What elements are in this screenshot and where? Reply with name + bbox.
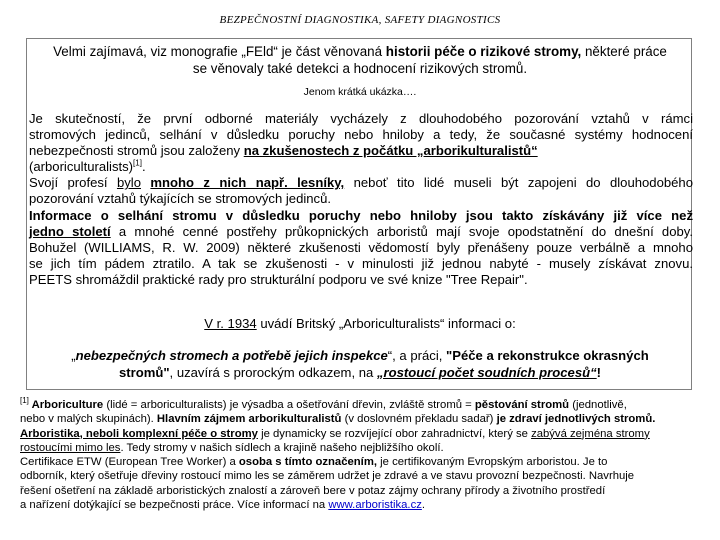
footnote-line (20, 455, 692, 469)
footnote-emphasis: osoba s tímto označením, (238, 456, 378, 469)
main-underline: bylo (116, 175, 141, 191)
arboristika-link[interactable]: www.arboristika.cz (328, 499, 422, 512)
footnote-text: . (421, 499, 426, 512)
main-line (29, 175, 693, 191)
short-sample-note: Jenom krátká ukázka…. (303, 86, 417, 98)
main-line (29, 224, 693, 240)
footnote-marker[interactable]: [1] (20, 396, 29, 406)
quote-text: , uzavírá s prorockým odkazem, na (169, 364, 377, 380)
intro-line: se věnovaly také detekci a hodnocení rizikových stromů. (192, 61, 528, 76)
footnote-underline: rostoucími mimo les (20, 441, 121, 454)
main-line: PEETS shromáždil praktické rady pro strukturální podporu ve své knize "Tree Repair". (29, 271, 528, 287)
footnote-emphasis: je zdraví jednotlivých stromů. (496, 413, 656, 426)
footnote-line (20, 412, 692, 426)
intro-text: některé práce (581, 44, 667, 59)
quote-text: „ (71, 348, 76, 363)
quote-emphasis: „rostoucí počet soudních procesů“ (376, 364, 597, 380)
footnote-emphasis: Arboriculture (28, 399, 104, 411)
footnote-reference[interactable]: [1] (133, 158, 142, 168)
main-line: pozorování vztahů týkajících se stromových jedinců. (29, 191, 332, 207)
footnote-text: (v doslovném překladu sadař) (341, 413, 497, 426)
main-text: . (141, 159, 146, 175)
footnote-text: Certifikace ETW (European Tree Worker) a (20, 456, 239, 469)
footnote-emphasis: Arboristika, neboli komplexní péče o stromy (20, 427, 258, 440)
footnote-line (20, 498, 692, 512)
footnote-text: a nařízení dotýkající se bezpečnosti práce. Více informací na (20, 499, 329, 512)
main-text: Svojí profesí (29, 175, 117, 191)
main-line (29, 159, 693, 175)
quote-line (27, 365, 693, 382)
footnote-line (20, 427, 692, 441)
main-line: se jich tím pádem ztratilo. A tak se zkušenosti - v minulosti již jednou nabyté - musely získávat znovu. (29, 255, 693, 271)
main-text: neboť tito lidé museli být zapojeni do dlouhodobého (344, 175, 693, 191)
main-text: nebezpečnosti stromů jsou založeny (29, 143, 244, 159)
content-box (26, 38, 692, 390)
main-line: stromových jedinců, selhání v důsledku poruchy nebo hniloby a tedy, že současné systémy hodnocení (29, 127, 693, 143)
quote-text: “, a práci, (387, 348, 447, 363)
intro-emphasis: historii péče o rizikové stromy, (385, 44, 582, 59)
footnote-text: je certifikovaným Evropským arboristou. Je to (377, 456, 608, 469)
intro-line (27, 43, 693, 60)
footnote (20, 398, 692, 512)
footnote-text: (lidé = arboriculturalists) je výsadba a ošetřování dřevin, zvláště stromů = (103, 399, 475, 411)
intro-paragraph (27, 43, 693, 77)
year-text: uvádí Britský „Arboriculturalists“ informaci o: (256, 316, 516, 331)
footnote-text: nebo v malých skupinách). (20, 413, 157, 426)
main-emphasis: na zkušenostech z počátku „arborikulturalistů“ (243, 143, 538, 159)
footnote-line (20, 441, 692, 455)
year-emphasis: V r. 1934 (204, 316, 257, 331)
quote-line (27, 348, 693, 365)
main-text: (arboriculturalists) (29, 159, 134, 175)
page-header: BEZPEČNOSTNÍ DIAGNOSTIKA, SAFETY DIAGNOSTICS (219, 14, 501, 26)
intro-text: Velmi zajímavá, viz monografie „FEld“ je část věnovaná (53, 44, 386, 59)
footnote-line: odborník, který ošetřuje dřeviny rostoucí mimo les se záměrem udržet je zdravé a ve stavu provozní bezpečnosti. Navrhuje (20, 470, 635, 483)
main-emphasis: Informace o selhání stromu v důsledku poruchy nebo hniloby jsou takto získávány již více než (29, 207, 693, 223)
main-line (29, 143, 693, 159)
main-line: Je skutečností, že první odborné materiály vycházely z dlouhodobého pozorování vztahů v rámci (29, 111, 693, 126)
footnote-text: . Tedy stromy v našich sídlech a krajině našeho nejbližšího okolí. (120, 441, 444, 454)
main-paragraph (29, 111, 693, 288)
main-emphasis: jedno století (29, 223, 111, 239)
footnote-text: (jednotlivě, (569, 399, 627, 411)
main-text (141, 175, 150, 190)
quote-emphasis: "Péče a rekonstrukce okrasných (446, 348, 649, 363)
main-emphasis: mnoho z nich např. lesníky, (150, 175, 345, 191)
quote-emphasis: nebezpečných stromech a potřebě jejich inspekce (75, 348, 388, 363)
footnote-line (20, 398, 692, 412)
footnote-emphasis: pěstování stromů (474, 399, 570, 411)
footnote-text: je dynamicky se rozvíjející obor zahradnictví, který se (257, 427, 532, 440)
year-line (27, 316, 693, 331)
footnote-emphasis: Hlavním zájmem arborikulturalistů (156, 413, 342, 426)
main-text: a mnohé cenné postřehy průkopnických arboristů mají svoje opodstatnění do dnešní doby. (110, 223, 693, 239)
main-line (29, 208, 693, 224)
quote-emphasis: ! (596, 364, 602, 380)
footnote-underline: zabývá zejména stromy (531, 427, 650, 440)
quote-paragraph (27, 348, 693, 381)
main-line: Bohužel (WILLIAMS, R. W. 2009) některé zkušenosti vědomostí byly přenášeny pouze verbálně a mnoho (29, 239, 693, 255)
quote-emphasis: stromů" (118, 364, 170, 380)
footnote-line: řešení ošetření na základě arboristických znalostí a zároveň bere v potaz zájmy ochrany přírody a životního prostředí (20, 484, 606, 497)
